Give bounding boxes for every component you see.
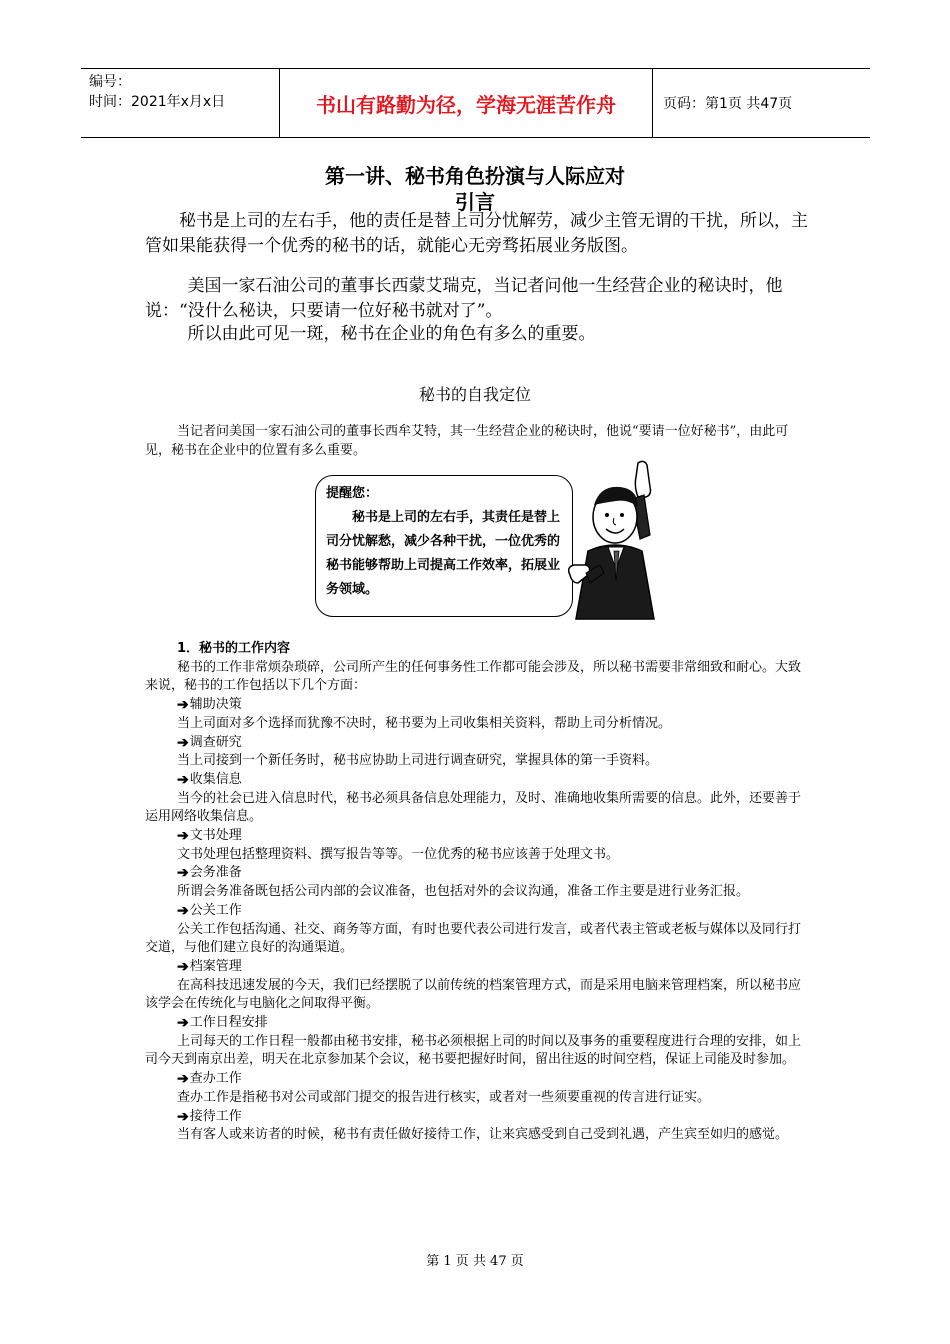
work-item-title: 工作日程安排 — [189, 1015, 268, 1031]
arrow-icon: ➔ — [177, 1015, 189, 1032]
work-item-text: 上司每天的工作日程一般都由秘书安排，秘书必须根据上司的时间以及事务的重要程度进行合理的安排，如上司今天到南京出差，明天在北京参加某个会议，秘书要把握好时间，留出往返的时间空档，保证上司能及时参加。 — [145, 1033, 802, 1068]
work-item-text: 所谓会务准备既包括公司内部的会议准备，也包括对外的会议沟通，准备工作主要是进行业务汇报。 — [177, 884, 750, 900]
header-meta — [81, 69, 280, 137]
number-label: 编号： — [89, 74, 131, 90]
work-item-label — [177, 734, 805, 753]
work-content-section — [145, 640, 805, 1145]
work-item-label — [177, 771, 805, 790]
work-heading: 1．秘书的工作内容 — [177, 641, 291, 656]
work-item-title: 查办工作 — [189, 1071, 242, 1087]
work-item-label — [177, 827, 805, 846]
section-title: 秘书的自我定位 — [418, 385, 531, 404]
work-item-text: 文书处理包括整理资料、撰写报告等等。一位优秀的秘书应该善于处理文书。 — [177, 846, 620, 862]
arrow-icon: ➔ — [177, 1108, 189, 1125]
work-item-text: 当有客人或来访者的时候，秘书有责任做好接待工作，让来宾感受到自己受到礼遇，产生宾至如归的感觉。 — [177, 1127, 789, 1143]
arrow-icon: ➔ — [177, 958, 189, 975]
page-footer: 第 1 页 共 47 页 — [426, 1254, 524, 1269]
arrow-icon: ➔ — [177, 734, 189, 751]
work-item-title: 调查研究 — [189, 734, 242, 750]
intro-paragraph-2: 美国一家石油公司的董事长西蒙艾瑞克，当记者问他一生经营企业的秘诀时，他说：“没什么秘诀，只要请一位好秘书就对了”。 — [145, 276, 783, 321]
work-item-label — [177, 1014, 805, 1033]
intro-paragraph-1: 秘书是上司的左右手，他的责任是替上司分忧解劳，减少主管无谓的干扰，所以，主管如果能获得一个优秀的秘书的话，就能心无旁骛拓展业务版图。 — [145, 211, 808, 256]
work-item-text: 当上司接到一个新任务时，秘书应协助上司进行调查研究，掌握具体的第一手资料。 — [177, 753, 659, 769]
work-item-text: 查办工作是指秘书对公司或部门提交的报告进行核实，或者对一些须要重视的传言进行证实。 — [177, 1089, 711, 1105]
document-header — [81, 68, 870, 138]
work-item-text: 当上司面对多个选择而犹豫不决时，秘书要为上司收集相关资料，帮助上司分析情况。 — [177, 715, 672, 731]
arrow-icon: ➔ — [177, 902, 189, 919]
work-item-text: 公关工作包括沟通、社交、商务等方面，有时也要代表公司进行发言，或者代表主管或老板与媒体以及同行打交道，与他们建立良好的沟通渠道。 — [145, 921, 802, 956]
work-item-title: 辅助决策 — [189, 697, 242, 713]
work-item-title: 公关工作 — [189, 902, 242, 918]
work-item-label — [177, 958, 805, 977]
arrow-icon: ➔ — [177, 771, 189, 788]
work-items — [145, 696, 805, 1145]
work-intro: 秘书的工作非常烦杂琐碎，公司所产生的任何事务性工作都可能会涉及，所以秘书需要非常细致和耐心。大致来说，秘书的工作包括以下几个方面： — [145, 659, 802, 694]
arrow-icon: ➔ — [177, 865, 189, 882]
callout-body: 秘书是上司的左右手，其责任是替上司分忧解愁，减少各种干扰，一位优秀的秘书能够帮助上司提高工作效率，拓展业务领域。 — [326, 510, 561, 597]
work-item-title: 会务准备 — [189, 865, 242, 881]
reminder-callout — [315, 475, 573, 617]
header-page-label: 页码：第1页 共47页 — [663, 96, 793, 112]
work-item-title: 档案管理 — [189, 958, 242, 974]
arrow-icon: ➔ — [177, 697, 189, 714]
work-item-label — [177, 864, 805, 883]
work-item-title: 接待工作 — [189, 1108, 242, 1124]
work-item-label — [177, 1070, 805, 1089]
page-title: 第一讲、秘书角色扮演与人际应对 — [325, 164, 625, 188]
time-label: 时间：2021年x月x日 — [89, 94, 226, 110]
businessman-illustration — [560, 455, 680, 620]
arrow-icon: ➔ — [177, 1071, 189, 1088]
work-item-text: 当今的社会已进入信息时代，秘书必须具备信息处理能力，及时、准确地收集所需要的信息。此外，还要善于运用网络收集信息。 — [145, 790, 802, 825]
work-item-label — [177, 1108, 805, 1127]
work-item-title: 收集信息 — [189, 771, 242, 787]
callout-heading: 提醒您： — [326, 486, 379, 501]
section-intro: 当记者问美国一家石油公司的董事长西牟艾特，其一生经营企业的秘诀时，他说“要请一位好秘书”，由此可见，秘书在企业中的位置有多么重要。 — [145, 424, 789, 458]
work-item-label — [177, 696, 805, 715]
arrow-icon: ➔ — [177, 828, 189, 845]
intro-paragraph-3: 所以由此可见一斑，秘书在企业的角色有多么的重要。 — [187, 324, 596, 344]
work-item-label — [177, 902, 805, 921]
header-motto: 书山有路勤为径，学海无涯苦作舟 — [280, 69, 653, 137]
work-item-text: 在高科技迅速发展的今天，我们已经摆脱了以前传统的档案管理方式，而是采用电脑来管理档案，所以秘书应该学会在传统化与电脑化之间取得平衡。 — [145, 977, 802, 1012]
page-subtitle: 引言 — [455, 190, 495, 214]
work-item-title: 文书处理 — [189, 828, 242, 844]
